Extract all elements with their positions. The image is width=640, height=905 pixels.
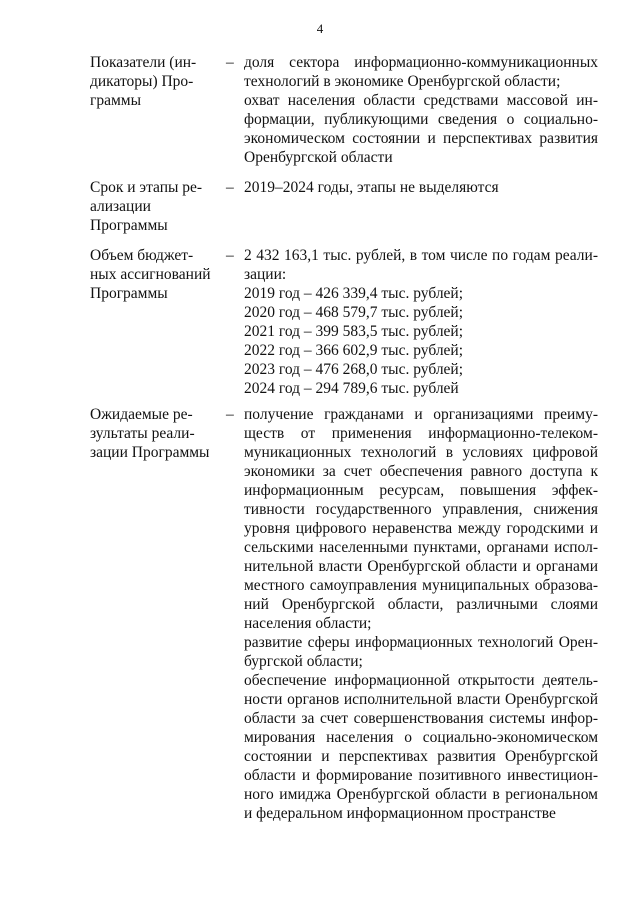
row-value xyxy=(244,53,598,167)
value-line: ществ от применения информационно-телеком- xyxy=(244,425,598,442)
row-label xyxy=(90,53,218,110)
value-line: информационным ресурсам, повышения эффек- xyxy=(244,482,598,499)
row-value xyxy=(244,246,598,398)
value-line: охват населения области средствами массовой ин- xyxy=(244,92,598,109)
value-line: экономическом состоянии и перспективах развития xyxy=(244,130,598,147)
value-line: населения области; xyxy=(244,615,372,632)
value-line: 2022 год – 366 602,9 тыс. рублей; xyxy=(244,342,464,359)
value-line: обеспечение информационной открытости деятель- xyxy=(244,672,598,689)
label-line: Объем бюджет- xyxy=(90,247,194,264)
label-line: Ожидаемые ре- xyxy=(90,406,193,423)
value-line: бургской области; xyxy=(244,653,363,670)
value-line: 2024 год – 294 789,6 тыс. рублей xyxy=(244,380,459,397)
row-dash: – xyxy=(226,179,234,196)
label-line: ных ассигнований xyxy=(90,266,211,283)
row-label xyxy=(90,178,218,235)
value-line: ности органов исполнительной власти Оренбургской xyxy=(244,691,598,708)
value-line: зации: xyxy=(244,266,287,283)
value-line: состоянии и перспективах развития Оренбургской xyxy=(244,748,598,765)
label-line: зультаты реали- xyxy=(90,425,195,442)
value-line: сельскими населенными пунктами, органами испол- xyxy=(244,539,598,556)
value-line: Оренбургской области xyxy=(244,149,393,166)
value-line: получение гражданами и организациями преиму- xyxy=(244,406,598,423)
value-line: нительной власти Оренбургской области и органами xyxy=(244,558,598,575)
row-dash: – xyxy=(226,247,234,264)
label-line: граммы xyxy=(90,92,142,109)
value-line: местного самоуправления муниципальных образова- xyxy=(244,577,598,594)
row-value xyxy=(244,178,598,197)
row-dash: – xyxy=(226,54,234,71)
value-line: ний Оренбургской области, различными слоями xyxy=(244,596,598,613)
label-line: ализации xyxy=(90,198,151,215)
value-line: области за счет совершенствования системы инфор- xyxy=(244,710,598,727)
value-line: развитие сферы информационных технологий Орен- xyxy=(244,634,598,651)
value-line: доля сектора информационно-коммуникационных xyxy=(244,54,598,71)
value-line: уровня цифрового неравенства между городскими и xyxy=(244,520,598,537)
value-line: формации, публикующими сведения о социально- xyxy=(244,111,598,128)
value-line: 2019 год – 426 339,4 тыс. рублей; xyxy=(244,285,464,302)
label-line: дикаторы) Про- xyxy=(90,73,194,90)
value-line: 2020 год – 468 579,7 тыс. рублей; xyxy=(244,304,464,321)
row-label xyxy=(90,246,218,303)
value-line: 2023 год – 476 268,0 тыс. рублей; xyxy=(244,361,464,378)
value-line: 2 432 163,1 тыс. рублей, в том числе по годам реали- xyxy=(244,247,598,264)
row-label xyxy=(90,405,218,462)
value-line: муникационных технологий в условиях цифровой xyxy=(244,444,598,461)
value-line: 2021 год – 399 583,5 тыс. рублей; xyxy=(244,323,464,340)
value-line: ного имиджа Оренбургской области в региональном xyxy=(244,786,598,803)
value-line: тивности государственного управления, снижения xyxy=(244,501,598,518)
label-line: Показатели (ин- xyxy=(90,54,197,71)
value-line: области и формирование позитивного инвестицион- xyxy=(244,767,598,784)
value-line: и федеральном информационном пространстве xyxy=(244,805,556,822)
value-line: технологий в экономике Оренбургской области; xyxy=(244,73,561,90)
page-number: 4 xyxy=(316,21,324,36)
value-line: 2019–2024 годы, этапы не выделяются xyxy=(244,179,499,196)
row-value xyxy=(244,405,598,823)
row-dash: – xyxy=(226,406,234,423)
label-line: Программы xyxy=(90,217,168,234)
value-line: мирования населения о социально-экономическом xyxy=(244,729,598,746)
value-line: экономики за счет обеспечения равного доступа к xyxy=(244,463,598,480)
label-line: Срок и этапы ре- xyxy=(90,179,203,196)
label-line: зации Программы xyxy=(90,444,210,461)
label-line: Программы xyxy=(90,285,168,302)
